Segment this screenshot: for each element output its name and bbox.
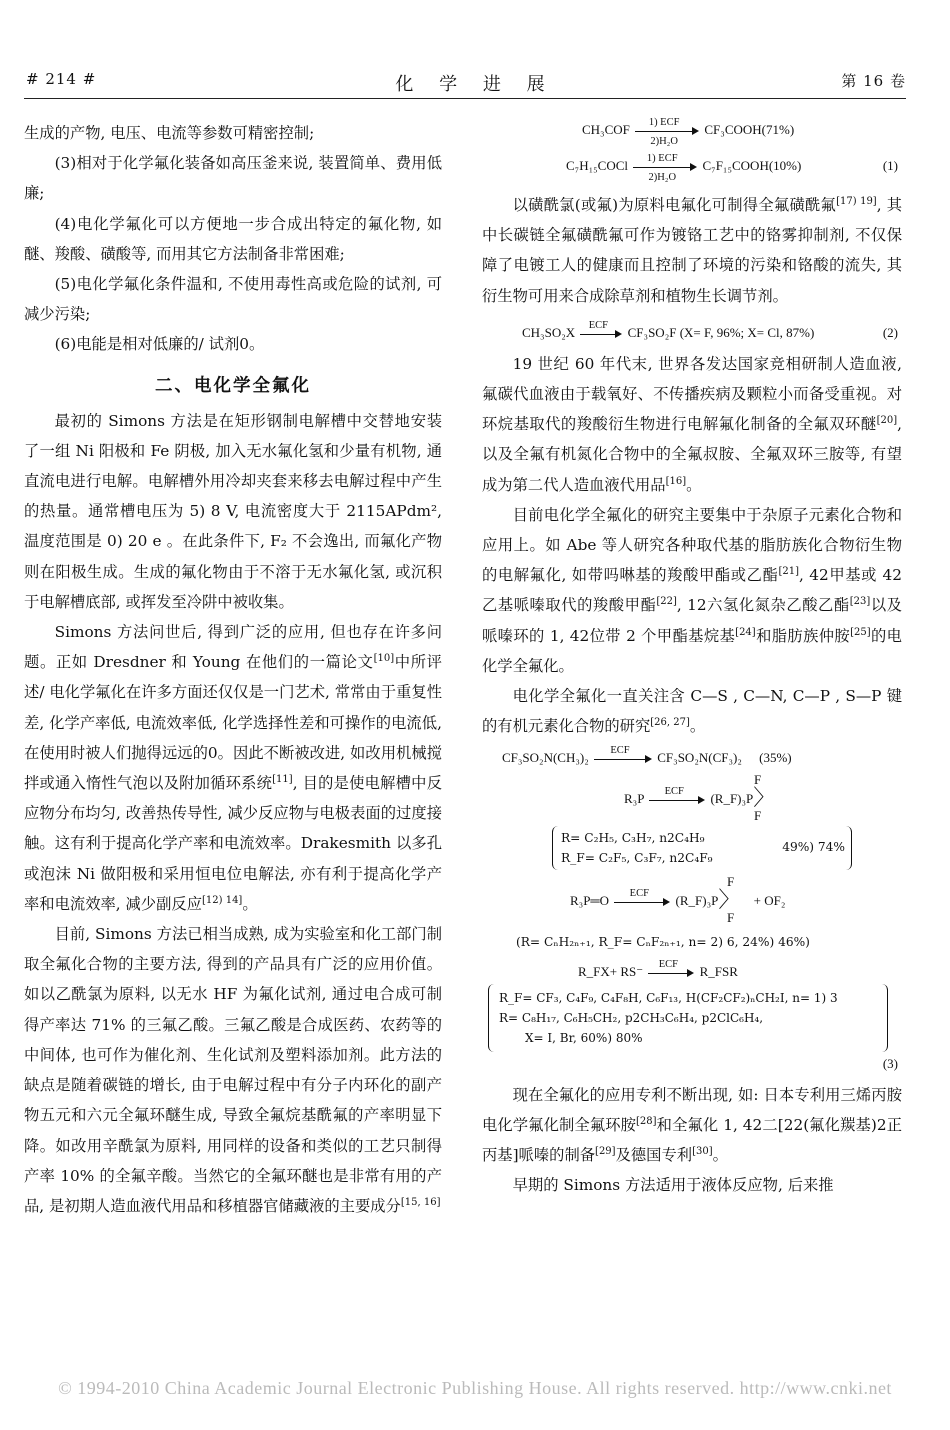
- reaction-arrow: [649, 785, 705, 809]
- branch-glyph: 〉: [718, 886, 741, 912]
- equation-2: [482, 319, 902, 343]
- eq3-number-row: [482, 1054, 902, 1080]
- paragraph: 生成的产物, 电压、电流等参数可精密控制;: [24, 124, 315, 142]
- condition-box: [488, 984, 888, 1052]
- text: 现在全氟化的应用专利不断出现, 如: 日本专利用三烯丙胺电化学氟化制全氟环胺: [482, 1085, 902, 1134]
- paragraph: [482, 681, 902, 741]
- citation: [16]: [665, 475, 687, 487]
- eq3-row: [482, 958, 902, 982]
- condition-line: R= C₂H₅, C₃H₇, n2C₄H₉: [561, 830, 705, 845]
- citation: [21]: [778, 566, 799, 578]
- condition-line: X= I, Br, 60%) 80%: [525, 1030, 643, 1045]
- paragraph: [24, 919, 442, 1221]
- eq-byproduct: + OF₂: [753, 892, 786, 908]
- eq-reactant: R₃P: [624, 790, 644, 806]
- arrow-label: 2)H₂O: [650, 136, 678, 148]
- equation-3: [482, 744, 902, 1080]
- fluorine-label: F: [727, 873, 735, 889]
- paragraph: [482, 190, 902, 311]
- journal-title: 化 学 进 展: [395, 74, 555, 95]
- branch-glyph: 〉: [753, 784, 776, 810]
- reaction-arrow: [648, 958, 694, 982]
- eq-product: R_FSR: [699, 963, 738, 979]
- equation-number: (1): [882, 158, 898, 174]
- condition-line: (R= CₙH₂ₙ₊₁, R_F= CₙF₂ₙ₊₁, n= 2) 6, 24%) 46%): [516, 934, 810, 949]
- text: 。: [242, 894, 258, 913]
- right-column: [482, 118, 902, 1200]
- paragraph: [482, 349, 902, 500]
- text: 及德国专利: [615, 1145, 693, 1164]
- eq-reactant: CH₃COF: [582, 122, 630, 137]
- citation: [24]: [735, 626, 756, 638]
- reaction-arrow: [594, 744, 652, 768]
- eq-product: C₇F₁₅COOH(10%): [702, 158, 802, 174]
- eq3-row: [482, 873, 902, 928]
- arrow-label: ECF: [610, 744, 630, 756]
- text: 电化学全氟化一直关注含 C—S , C—N, C—P , S—P 键的有机元素化合物的研究: [482, 687, 902, 736]
- text: , 其中长碳链全氟磺酰氟可作为镀铬工艺中的铬雾抑制剂, 不仅保障了电镀工人的健康而且控制了环境的污染和铬酸的流失, 其衍生物可用来合成除草剂和植物生长调节剂。: [482, 196, 902, 305]
- copyright-watermark: © 1994-2010 China Academic Journal Electronic Publishing House. All rights reserved. http://www.cnki.net: [58, 1378, 892, 1398]
- paragraph: (5)电化学氟化条件温和, 不使用毒性高或危险的试剂, 可减少污染;: [24, 275, 442, 324]
- fluorine-label: F: [754, 771, 762, 787]
- eq-product: CF₃COOH(71%): [704, 122, 795, 137]
- text: , 42甲基或 42乙基哌嗪取代的羧酸甲酯: [482, 566, 902, 615]
- eq-product: CF₃SO₂F (X= F, 96%; X= Cl, 87%): [627, 324, 815, 340]
- eq-reactant: CF₃SO₂N(CH₃)₂: [502, 749, 589, 765]
- text: 的电化学全氟化。: [482, 626, 902, 675]
- condition-line: R= C₈H₁₇, C₆H₅CH₂, p2CH₃C₆H₄, p2ClC₆H₄,: [499, 1010, 764, 1025]
- text: 和全氟化 1, 42二[22(氟化羰基)2正丙基]哌嗪的制备: [482, 1115, 902, 1164]
- volume-label: 第 16 卷: [841, 72, 906, 90]
- fluorine-label: F: [727, 909, 735, 925]
- arrow-label: 2)H₂O: [648, 172, 677, 184]
- text: 19 世纪 60 年代末, 世界各发达国家竞相研制人造血液, 氟碳代血液由于载氧好、不传播疾病及颗粒小而备受重视。对环烷基取代的羧酸衍生物进行电解氟化制备的全氟双环醚: [482, 354, 902, 434]
- condition-yield: 49%) 74%: [782, 839, 845, 854]
- text: 中所评述/ 电化学氟化在许多方面还仅仅是一门艺术, 常常由于重复性差, 化学产率低, 电流效率低, 化学选择性差和可操作的电流低, 在使用时被人们抛得远远的0。因此不断被改进, 如改用机械搅拌或通入惰性气泡以及附加循环系统: [24, 653, 442, 793]
- citation: [11]: [272, 773, 293, 785]
- paragraph: (3)相对于化学氟化装备如高压釜来说, 装置简单、费用低廉;: [24, 154, 442, 203]
- equation-number: (3): [882, 1055, 898, 1071]
- citation: [15, 16]: [400, 1196, 441, 1208]
- section-title: 二、电化学全氟化: [155, 375, 311, 396]
- citation: [28]: [636, 1115, 657, 1127]
- eq-product: CF₃SO₂N(CF₃)₂: [657, 749, 742, 765]
- arrow-label: 1) ECF: [648, 117, 680, 129]
- text: , 12六氢化氮杂乙酸乙酯: [676, 596, 850, 615]
- citation: [20]: [876, 415, 898, 427]
- reaction-arrow: [580, 319, 622, 343]
- citation: [23]: [849, 596, 871, 608]
- citation: [29]: [595, 1145, 616, 1157]
- left-column: [24, 118, 442, 1221]
- reaction-arrow: [614, 887, 670, 911]
- paragraph: (4)电化学氟化可以方便地一步合成出特定的氟化物, 如醚、羧酸、磺酸等, 而用其它方法制备非常困难;: [24, 214, 442, 263]
- text: , 以及全氟有机氮化合物中的全氟叔胺、全氟双环三胺等, 有望成为第二代人造血液代用品: [482, 415, 902, 494]
- equation-number: (2): [882, 324, 898, 340]
- citation: [10]: [373, 653, 395, 665]
- citation: [12) 14]: [202, 894, 243, 906]
- eq-reactant: CH₃SO₂X: [522, 324, 576, 340]
- citation: [25]: [850, 626, 871, 638]
- text: 目前电化学全氟化的研究主要集中于杂原子元素化合物和应用上。如 Abe 等人研究各种取代基的脂肪族化合物衍生物的电解氟化, 如带吗啉基的羧酸甲酯或乙酯: [482, 505, 902, 585]
- paragraph: (6)电能是相对低廉的/ 试剂0。: [54, 335, 265, 354]
- eq-reactant: C₇H₁₅COCl: [566, 158, 628, 174]
- eq3-row: [482, 744, 902, 768]
- citation: [26, 27]: [650, 717, 690, 729]
- text: , 目的是使电解槽中反应物分布均匀, 改善热传导性, 减少反应物与电极表面的过度接触。这有利于提高化学产率和电流效率。Drakesmith 以多孔或泡沫 Ni 做阳极和采用恒电位电解法, 亦有利于提高化学产率和电流效率, 减少副反应: [24, 774, 442, 913]
- text: 以及哌嗪环的 1, 42位带 2 个甲酯基烷基: [482, 596, 902, 645]
- eq-reactant: R₃P═O: [570, 892, 610, 908]
- arrow-label: ECF: [629, 887, 649, 899]
- arrow-label: 1) ECF: [646, 153, 678, 165]
- text: Simons 方法问世后, 得到广泛的应用, 但也存在许多问题。正如 Dresdner 和 Young 在他们的一篇论文: [24, 623, 442, 672]
- text: 以磺酰氯(或氟)为原料电氟化可制得全氟磺酰氟: [512, 196, 837, 215]
- page-number: # 214 #: [26, 70, 97, 88]
- condition-line: R_F= C₂F₅, C₃F₇, n2C₄F₉: [561, 850, 713, 865]
- text: 。: [689, 717, 706, 736]
- arrow-label: ECF: [664, 785, 684, 797]
- equation-1b: [482, 153, 902, 184]
- citation: [17) 19]: [836, 195, 877, 207]
- text: 。: [712, 1145, 728, 1164]
- arrow-label: ECF: [588, 319, 609, 331]
- citation: [30]: [692, 1145, 713, 1157]
- eq3-row: [482, 771, 902, 826]
- paragraph: [482, 500, 902, 681]
- eq-product: (R_F)₃P: [675, 892, 719, 908]
- reaction-arrow: [633, 153, 697, 184]
- text: 和脂肪族仲胺: [755, 626, 851, 645]
- reaction-arrow: [635, 117, 699, 148]
- eq-yield: (35%): [759, 749, 792, 765]
- eq-reactant: R_FX+ RS⁻: [578, 963, 644, 979]
- paragraph: 最初的 Simons 方法是在矩形钢制电解槽中交替地安装了一组 Ni 阳极和 Fe 阴极, 加入无水氟化氢和少量有机物, 通直流电进行电解。电解槽外用冷却夹套来移去电解过程中产生的热量。通常槽电压为 5) 8 V, 电流密度大于 2115APdm², 温度范围是 0) 20 e 。在此条件下, F₂ 不会逸出, 而氟化产物则在阳极生成。生成的氟化物由于不溶于无水氟化氢, 或沉积于电解槽底部, 或挥发至冷阱中被收集。: [24, 411, 442, 611]
- text: 。: [686, 475, 702, 494]
- paragraph: [24, 617, 442, 919]
- fluorine-label: F: [754, 807, 762, 823]
- eq-product: (R_F)₃P: [710, 790, 754, 806]
- header-rule: [24, 98, 906, 99]
- citation: [22]: [656, 596, 677, 608]
- condition-line: R_F= CF₃, C₄F₉, C₄F₈H, C₆F₁₃, H(CF₂CF₂)ₙCH₂I, n= 1) 3: [499, 990, 838, 1005]
- equation-1: [482, 117, 902, 148]
- arrow-label: ECF: [658, 958, 679, 970]
- condition-box: [552, 826, 852, 870]
- paragraph: [482, 1080, 902, 1171]
- paragraph: 早期的 Simons 方法适用于液体反应物, 后来推: [512, 1176, 834, 1195]
- text: 目前, Simons 方法已相当成熟, 成为实验室和化工部门制取全氟化合物的主要方法, 得到的产品具有广泛的应用价值。如以乙酰氯为原料, 以无水 HF 为氟化试剂, 通过电合成可制得产率达 71% 的三氟乙酸。三氟乙酸是合成医药、农药等的中间体, 也可作为催化剂、生化试剂及塑料添加剂。此方法的缺点是随着碳链的增长, 由于电解过程中有分子内环化的副产物五元和六元全氟环醚生成, 导致全氟烷基酰氟的产率明显下降。如改用辛酰氯为原料, 用同样的设备和类似的工艺只制得产率 10% 的全氟辛酸。当然它的全氟环醚也是非常有用的产品, 是初期人造血液代用品和移植器官储藏液的主要成分: [24, 925, 442, 1215]
